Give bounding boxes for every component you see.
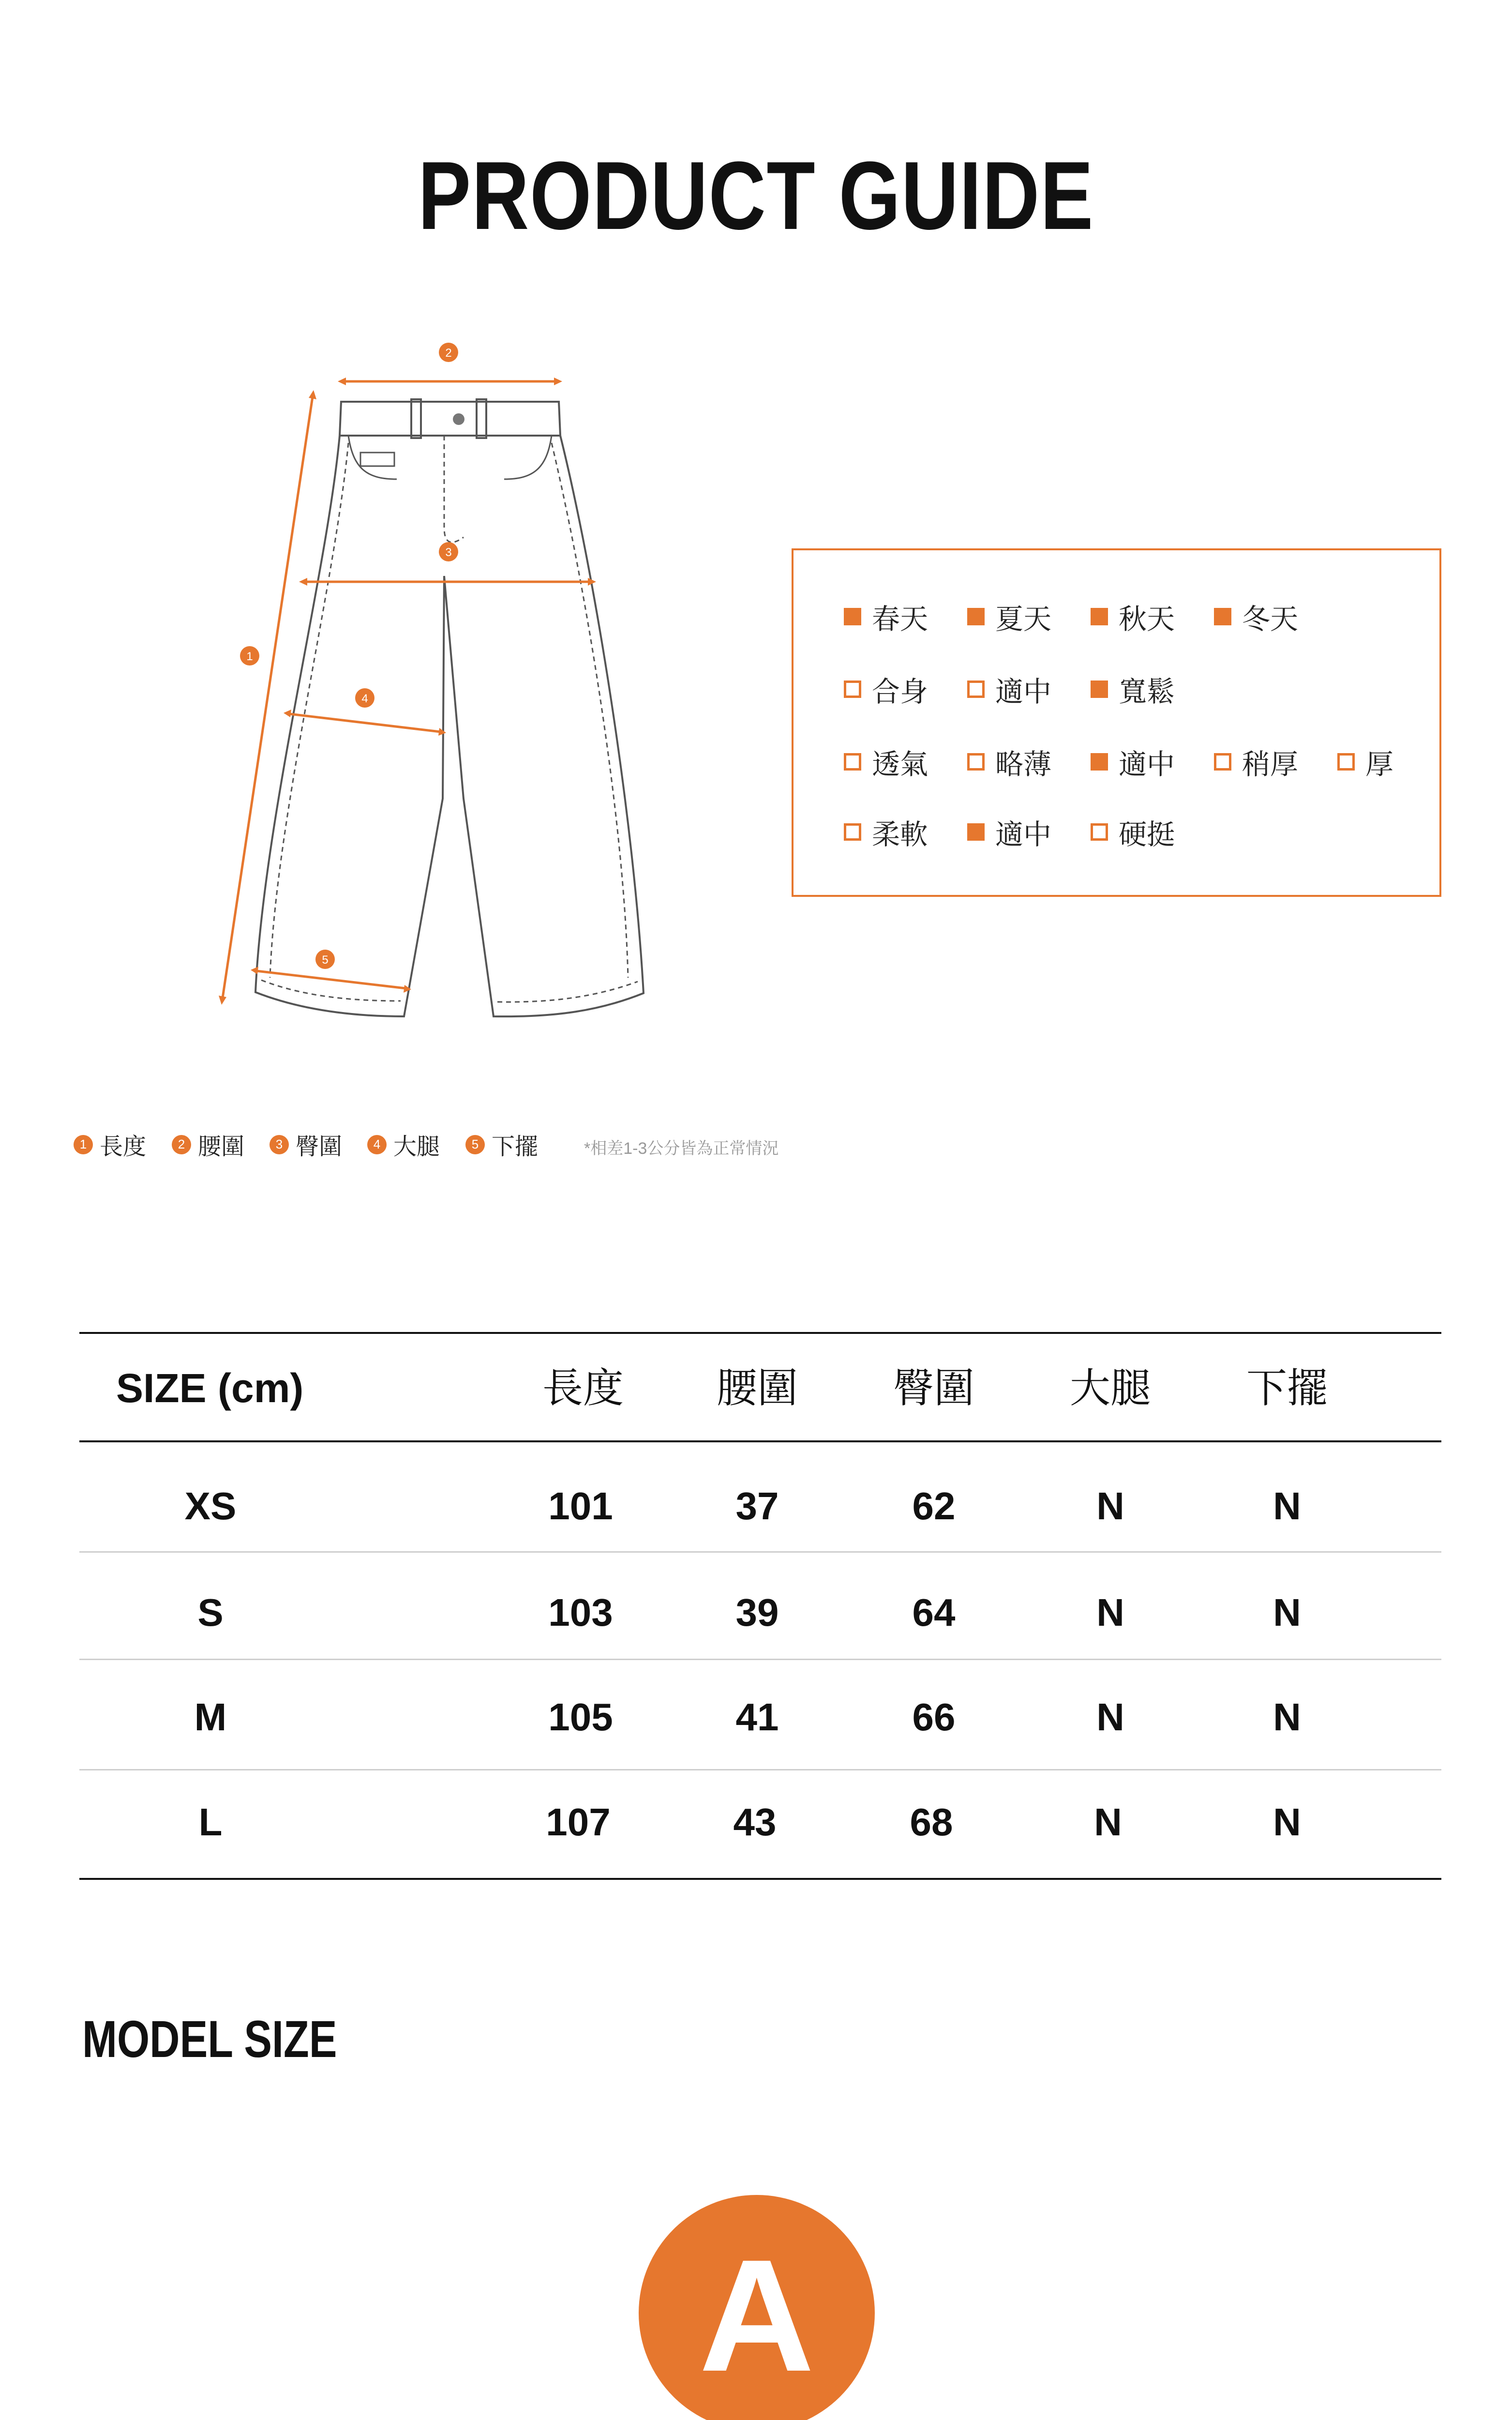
cell-length: 105 xyxy=(548,1695,613,1739)
cell-length: 103 xyxy=(548,1591,613,1634)
header-size: SIZE (cm) xyxy=(116,1365,304,1411)
thickness-thicker: 稍厚 xyxy=(1214,741,1298,782)
checkbox-icon xyxy=(844,681,861,698)
checkbox-icon xyxy=(1091,823,1108,841)
table-bottom-border xyxy=(79,1878,1441,1880)
row-divider xyxy=(79,1769,1441,1770)
cell-thigh: N xyxy=(1094,1800,1122,1844)
thickness-breathable: 透氣 xyxy=(844,741,928,782)
cell-hem: N xyxy=(1273,1695,1301,1739)
cell-hip: 66 xyxy=(912,1695,956,1739)
header-length: 長度 xyxy=(542,1365,624,1411)
season-autumn: 秋天 xyxy=(1091,596,1175,637)
cell-size: M xyxy=(194,1695,227,1739)
season-spring: 春天 xyxy=(844,596,928,637)
checkbox-icon xyxy=(1091,681,1108,698)
checkbox-icon xyxy=(1337,753,1355,771)
cell-hem: N xyxy=(1273,1800,1301,1844)
softness-soft: 柔軟 xyxy=(844,812,928,852)
marker-5: 5 xyxy=(322,953,329,967)
cell-thigh: N xyxy=(1096,1484,1124,1528)
row-divider xyxy=(79,1659,1441,1660)
fit-slim: 合身 xyxy=(844,669,928,710)
thickness-medium: 適中 xyxy=(1091,741,1175,782)
legend-waist: 2 腰圍 xyxy=(172,1128,244,1161)
softness-stiff: 硬挺 xyxy=(1091,812,1175,852)
table-top-border xyxy=(79,1332,1441,1334)
legend-thigh: 4 大腿 xyxy=(367,1128,440,1161)
checkbox-icon xyxy=(844,608,861,625)
thickness-thin: 略薄 xyxy=(967,741,1051,782)
header-waist: 腰圍 xyxy=(716,1365,798,1411)
cell-waist: 41 xyxy=(735,1695,779,1739)
checkbox-icon xyxy=(967,823,985,841)
page-title: PRODUCT GUIDE xyxy=(418,142,1094,250)
cell-waist: 39 xyxy=(735,1591,779,1634)
season-summer: 夏天 xyxy=(967,596,1051,637)
season-winter: 冬天 xyxy=(1214,596,1298,637)
cell-hip: 64 xyxy=(912,1591,956,1634)
legend-hem: 5 下擺 xyxy=(465,1128,538,1161)
cell-hem: N xyxy=(1273,1484,1301,1528)
cell-size: S xyxy=(197,1591,224,1634)
checkbox-icon xyxy=(967,753,985,771)
table-header-border xyxy=(79,1440,1441,1442)
pants-diagram xyxy=(208,334,673,1055)
header-thigh: 大腿 xyxy=(1069,1365,1151,1411)
checkbox-icon xyxy=(1091,753,1108,771)
cell-hip: 62 xyxy=(912,1484,956,1528)
checkbox-icon xyxy=(844,823,861,841)
legend-length: 1 長度 xyxy=(74,1128,146,1161)
fit-loose: 寬鬆 xyxy=(1091,669,1175,710)
cell-waist: 43 xyxy=(733,1800,777,1844)
checkbox-icon xyxy=(967,608,985,625)
avatar-letter: A xyxy=(699,2226,815,2405)
softness-medium: 適中 xyxy=(967,812,1051,852)
cell-waist: 37 xyxy=(735,1484,779,1528)
model-avatar xyxy=(639,2195,875,2420)
model-size-title: MODEL SIZE xyxy=(82,2010,337,2068)
checkbox-icon xyxy=(1091,608,1108,625)
thickness-thick: 厚 xyxy=(1337,741,1393,782)
cell-length: 107 xyxy=(546,1800,611,1844)
row-divider xyxy=(79,1551,1441,1553)
cell-size: L xyxy=(198,1800,223,1844)
checkbox-icon xyxy=(1214,753,1231,771)
legend-hip: 3 臀圍 xyxy=(269,1128,342,1161)
header-hip: 臀圍 xyxy=(893,1365,974,1411)
fit-regular: 適中 xyxy=(967,669,1051,710)
cell-size: XS xyxy=(184,1484,237,1528)
checkbox-icon xyxy=(1214,608,1231,625)
marker-3: 3 xyxy=(445,546,452,559)
cell-hip: 68 xyxy=(910,1800,953,1844)
cell-thigh: N xyxy=(1096,1695,1124,1739)
cell-length: 101 xyxy=(548,1484,613,1528)
cell-thigh: N xyxy=(1096,1591,1124,1634)
cell-hem: N xyxy=(1273,1591,1301,1634)
marker-1: 1 xyxy=(246,650,253,663)
marker-2: 2 xyxy=(445,347,452,360)
header-hem: 下擺 xyxy=(1246,1365,1328,1411)
tolerance-note: *相差1-3公分皆為正常情況 xyxy=(584,1139,779,1158)
fabric-properties-panel xyxy=(792,548,1441,897)
checkbox-icon xyxy=(967,681,985,698)
checkbox-icon xyxy=(844,753,861,771)
marker-4: 4 xyxy=(361,692,368,705)
